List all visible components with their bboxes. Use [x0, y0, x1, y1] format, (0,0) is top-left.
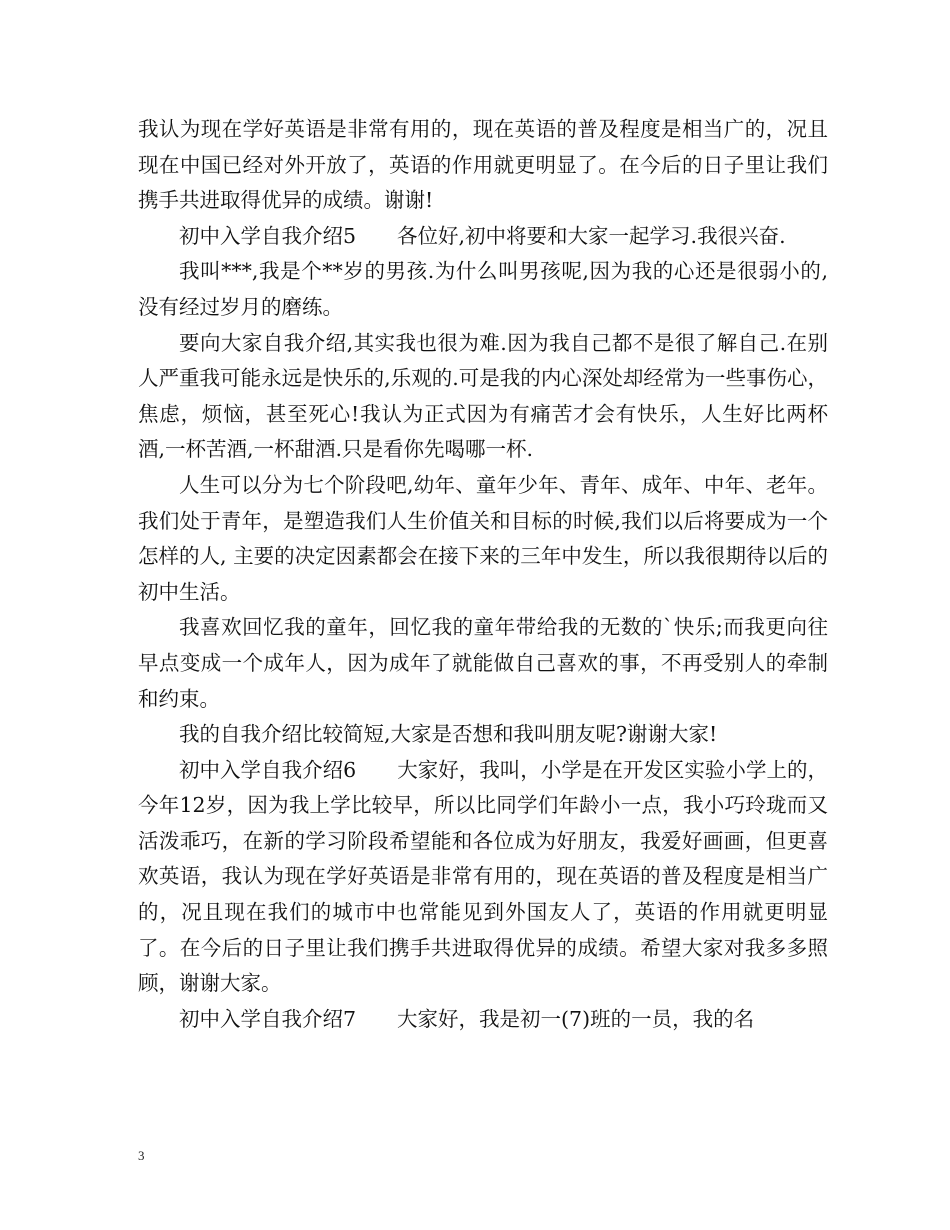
document-body	[138, 112, 828, 1037]
paragraph-9: 初中入学自我介绍7 大家好，我是初一(7)班的一员，我的名	[179, 1006, 755, 1031]
page-number: 3	[138, 1148, 145, 1163]
paragraph-4: 要向大家自我介绍,其实我也很为难.因为我自己都不是很了解自己.在别人严重我可能永远是快乐的,乐观的.可是我的内心深处却经常为一些事伤心，焦虑，烦恼，甚至死心!我认为正式因为有痛苦才会有快乐，人生好比两杯酒,一杯苦酒,一杯甜酒.只是看你先喝哪一杯.	[138, 330, 828, 462]
paragraph-7: 我的自我介绍比较简短,大家是否想和我叫朋友呢?谢谢大家!	[179, 722, 718, 747]
paragraph-5: 人生可以分为七个阶段吧,幼年、童年少年、青年、成年、中年、老年。我们处于青年，是塑造我们人生价值关和目标的时候,我们以后将要成为一个怎样的人, 主要的决定因素都会在接下来的三年中发生，所以我很期待以后的初中生活。	[138, 472, 828, 604]
paragraph-3: 我叫***,我是个**岁的男孩.为什么叫男孩呢,因为我的心还是很弱小的,没有经过岁月的磨练。	[138, 259, 828, 319]
paragraph-2: 初中入学自我介绍5 各位好,初中将要和大家一起学习.我很兴奋.	[179, 223, 786, 248]
paragraph-6: 我喜欢回忆我的童年，回忆我的童年带给我的无数的`快乐;而我更向往早点变成一个成年人，因为成年了就能做自己喜欢的事，不再受别人的牵制和约束。	[138, 615, 828, 711]
paragraph-8: 初中入学自我介绍6 大家好，我叫，小学是在开发区实验小学上的，今年12岁，因为我上学比较早，所以比同学们年龄小一点，我小巧玲珑而又活泼乖巧，在新的学习阶段希望能和各位成为好朋友，我爱好画画，但更喜欢英语，我认为现在学好英语是非常有用的，现在英语的普及程度是相当广的，况且现在我们的城市中也常能见到外国友人了，英语的作用就更明显了。在今后的日子里让我们携手共进取得优异的成绩。希望大家对我多多照顾，谢谢大家。	[138, 757, 828, 996]
paragraph-1: 我认为现在学好英语是非常有用的，现在英语的普及程度是相当广的，况且现在中国已经对外开放了，英语的作用就更明显了。在今后的日子里让我们携手共进取得优异的成绩。谢谢!	[138, 117, 828, 213]
